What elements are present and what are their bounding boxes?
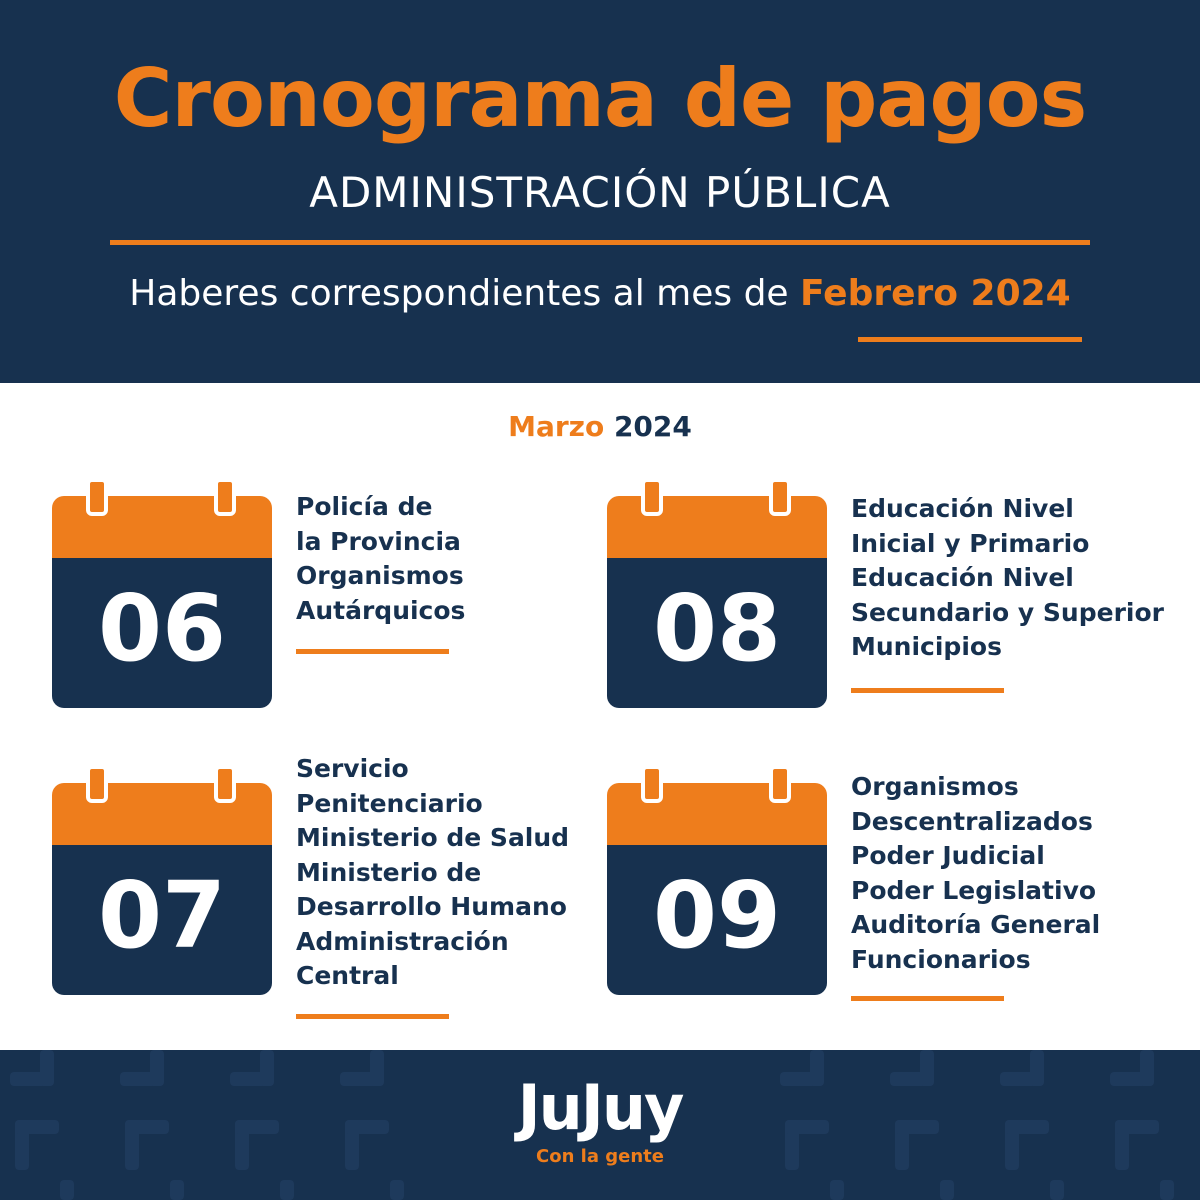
calendar-ring [214, 478, 236, 516]
header-divider [110, 240, 1090, 245]
page-subtitle: ADMINISTRACIÓN PÚBLICA [309, 168, 891, 217]
calendar-header [607, 783, 827, 845]
calendar-ring [214, 765, 236, 803]
schedule-item: Administración [296, 926, 509, 956]
schedule-item: Penitenciario [296, 788, 483, 818]
schedule-item: Municipios [851, 632, 1002, 661]
schedule-item: Ministerio de Salud [296, 823, 570, 852]
item-underline [851, 688, 1004, 693]
page-title: Cronograma de pagos [113, 52, 1087, 145]
calendar-icon [52, 775, 272, 995]
schedule-item: Descentralizados [851, 806, 1093, 836]
calendar-day: 09 [652, 862, 782, 969]
calendar-ring [769, 765, 791, 803]
calendar-icon [607, 775, 827, 995]
calendar-header [52, 783, 272, 845]
calendar-ring [86, 765, 108, 803]
calendar-ring [641, 765, 663, 803]
schedule-item: Educación Nivel [851, 563, 1074, 592]
calendar-icon [607, 488, 827, 708]
logo-tagline: Con la gente [536, 1146, 664, 1167]
schedule-list [851, 770, 1100, 977]
jujuy-logo: JuJuy [517, 1071, 683, 1144]
schedule-list [851, 492, 1164, 665]
calendar-icon [52, 488, 272, 708]
haberes-line [0, 273, 1200, 314]
haberes-underline [858, 337, 1082, 342]
schedule-item: Organismos [296, 561, 464, 590]
schedule-item: Inicial y Primario [851, 528, 1090, 558]
schedule-item: Policía de [296, 492, 433, 521]
schedule-item: Servicio [296, 754, 409, 783]
schedule-item: Educación Nivel [851, 494, 1074, 523]
schedule-list [296, 752, 569, 994]
month-year: 2024 [613, 410, 692, 443]
item-underline [296, 649, 449, 654]
schedule-item: Desarrollo Humano [296, 892, 567, 921]
schedule-item: Poder Legislativo [851, 875, 1097, 905]
schedule-item: Auditoría General [851, 910, 1101, 939]
month-heading [0, 410, 1200, 443]
schedule-item: Central [296, 961, 399, 990]
calendar-day: 06 [97, 575, 227, 682]
schedule-list [296, 490, 465, 628]
calendar-header [52, 496, 272, 558]
schedule-item: la Provincia [296, 526, 461, 556]
calendar-ring [86, 478, 108, 516]
schedule-item: Ministerio de [296, 857, 482, 887]
haberes-month: Febrero 2024 [800, 273, 1071, 314]
schedule-item: Organismos [851, 772, 1019, 801]
calendar-ring [641, 478, 663, 516]
schedule-item: Funcionarios [851, 944, 1031, 974]
item-underline [851, 996, 1004, 1001]
calendar-day: 08 [652, 575, 782, 682]
calendar-day: 07 [97, 862, 227, 969]
schedule-item: Poder Judicial [851, 841, 1045, 870]
haberes-prefix: Haberes correspondientes al mes de [129, 273, 801, 314]
month-name: Marzo [508, 410, 605, 443]
schedule-item: Autárquicos [296, 595, 466, 625]
calendar-ring [769, 478, 791, 516]
calendar-header [607, 496, 827, 558]
item-underline [296, 1014, 449, 1019]
schedule-item: Secundario y Superior [851, 597, 1164, 627]
